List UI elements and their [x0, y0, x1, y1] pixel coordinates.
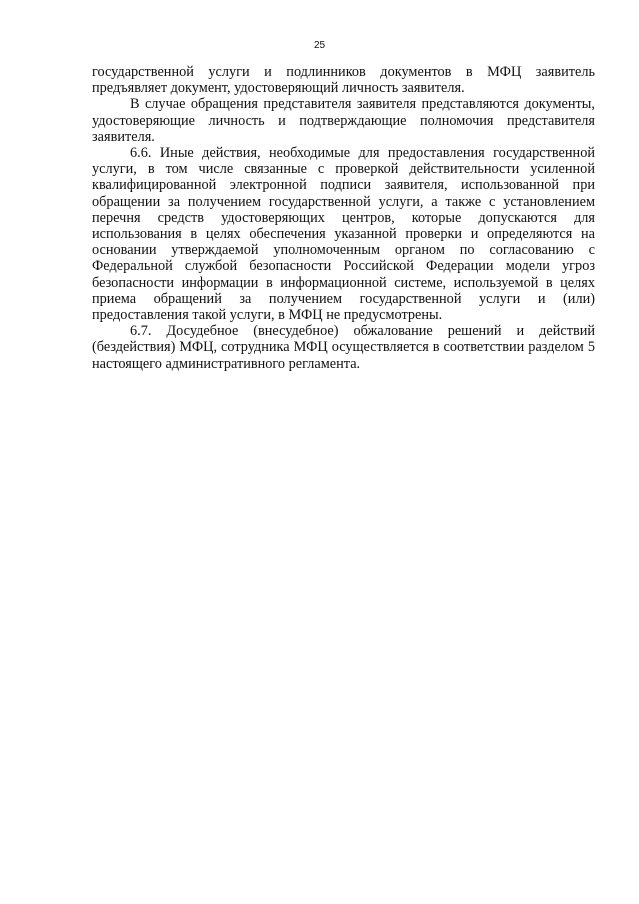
page-number: 25 [313, 40, 326, 51]
document-body [92, 64, 595, 372]
paragraph-6-6: 6.6. Иные действия, необходимые для предоставления государственной услуги, в том числе связанные с проверкой действительности усиленной квалифицированной электронной подписи заявителя, использованной при обращении за получением государственной услуги, а также с установлением перечня средств удостоверяющих центров, которые допускаются для использования в целях обеспечения указанной проверки и определяются на основании утверждаемой уполномоченным органом по согласованию с Федеральной службой безопасности Российской Федерации модели угроз безопасности информации в информационной системе, используемой в целях приема обращений за получением государственной услуги и (или) предоставления такой услуги, в МФЦ не предусмотрены. [92, 145, 595, 324]
paragraph-continuation: государственной услуги и подлинников документов в МФЦ заявитель предъявляет документ, удостоверяющий личность заявителя. [92, 64, 595, 97]
paragraph-representative: В случае обращения представителя заявителя представляются документы, удостоверяющие личность и подтверждающие полномочия представителя заявителя. [92, 96, 595, 145]
paragraph-6-7: 6.7. Досудебное (внесудебное) обжалование решений и действий (бездействия) МФЦ, сотрудника МФЦ осуществляется в соответствии разделом 5 настоящего административного регламента. [92, 323, 595, 372]
